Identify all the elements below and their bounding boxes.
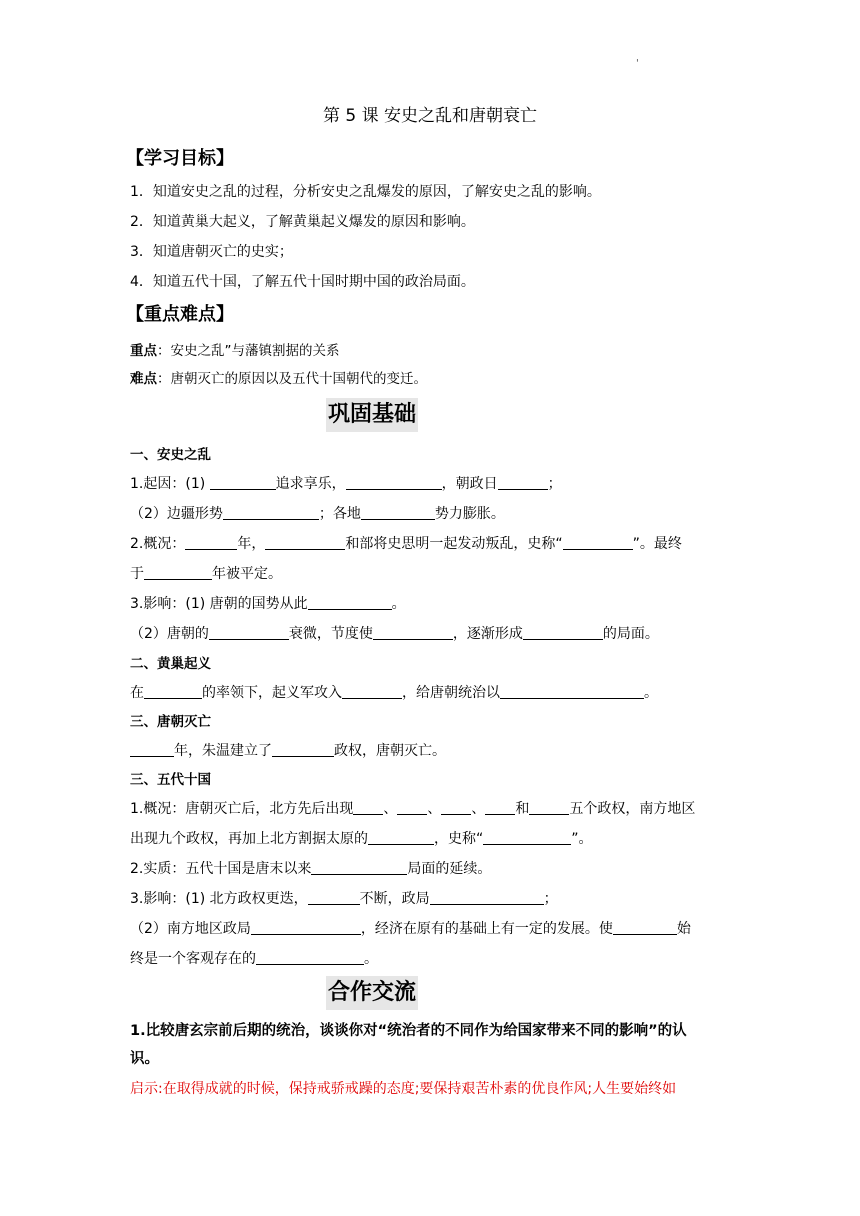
answer-blank[interactable] [223, 504, 319, 520]
fill-line: 3.影响：(1) 唐朝的国势从此 。 [130, 596, 406, 612]
objective-item: 1．知道安史之乱的过程，分析安史之乱爆发的原因，了解安史之乱的影响。 [130, 184, 601, 200]
objective-item: 4．知道五代十国，了解五代十国时期中国的政治局面。 [130, 274, 475, 290]
answer-blank[interactable] [251, 919, 361, 935]
answer-blank[interactable] [500, 683, 644, 699]
answer-blank[interactable] [485, 799, 515, 815]
hard-label: 难点 [130, 371, 157, 387]
fill-line: （2）边疆形势 ；各地 势力膨胀。 [130, 506, 505, 522]
answer-blank[interactable] [144, 683, 202, 699]
page-mark: ' [636, 58, 639, 69]
fill-line: 在 的率领下，起义军攻入 ，给唐朝统治以 。 [130, 685, 658, 701]
objectives-heading: 【学习目标】 [126, 148, 234, 169]
answer-blank[interactable] [256, 949, 364, 965]
hard-point-line [130, 368, 740, 390]
section-heading: 三、唐朝灭亡 [130, 714, 211, 730]
lesson-title: 第 5 课 安史之乱和唐朝衰亡 [322, 106, 538, 126]
fill-line: 出现九个政权，再加上北方割据太原的 ，史称“ ”。 [130, 831, 593, 847]
answer-blank[interactable] [185, 534, 237, 550]
answer-blank[interactable] [373, 624, 453, 640]
answer-blank[interactable] [613, 919, 677, 935]
fill-line: 终是一个客观存在的 。 [130, 951, 378, 967]
answer-blank[interactable] [272, 741, 334, 757]
answer-blank[interactable] [483, 829, 571, 845]
answer-hint: 启示:在取得成就的时候，保持戒骄戒躁的态度;要保持艰苦朴素的优良作风;人生要始终如 [130, 1081, 677, 1097]
fill-line: 1.概况：唐朝灭亡后，北方先后出现 、 、 、 和 五个政权，南方地区 [130, 801, 696, 817]
cooperation-banner: 合作交流 [326, 976, 418, 1010]
fill-line: 2.实质：五代十国是唐末以来 局面的延续。 [130, 861, 492, 877]
fill-line: 2.概况： 年， 和部将史思明一起发动叛乱，史称“ ”。最终 [130, 536, 682, 552]
fill-line: （2）南方地区政局 ，经济在原有的基础上有一定的发展。使 始 [130, 921, 691, 937]
section-heading: 一、安史之乱 [130, 447, 211, 463]
fill-line: （2）唐朝的 衰微，节度使 ，逐渐形成 的局面。 [130, 626, 659, 642]
key-text: ：安史之乱”与藩镇割据的关系 [157, 343, 340, 359]
section-heading: 三、五代十国 [130, 772, 211, 788]
question-line: 识。 [130, 1051, 159, 1067]
answer-blank[interactable] [209, 624, 289, 640]
objective-item: 2．知道黄巢大起义，了解黄巢起义爆发的原因和影响。 [130, 214, 475, 230]
fill-line: 于 年被平定。 [130, 566, 282, 582]
answer-blank[interactable] [498, 474, 548, 490]
basics-banner: 巩固基础 [326, 398, 418, 432]
fill-line: 1.起因：(1) 追求享乐， ，朝政日 ； [130, 476, 562, 492]
hard-text: ：唐朝灭亡的原因以及五代十国朝代的变迁。 [157, 371, 427, 387]
answer-blank[interactable] [130, 741, 174, 757]
answer-blank[interactable] [265, 534, 345, 550]
answer-blank[interactable] [361, 504, 435, 520]
answer-blank[interactable] [308, 594, 392, 610]
answer-blank[interactable] [529, 799, 569, 815]
fill-line: 年，朱温建立了 政权，唐朝灭亡。 [130, 740, 740, 762]
answer-blank[interactable] [311, 859, 407, 875]
answer-blank[interactable] [308, 889, 360, 905]
fill-line: 3.影响：(1) 北方政权更迭， 不断，政局 ； [130, 891, 558, 907]
answer-blank[interactable] [210, 474, 276, 490]
answer-blank[interactable] [441, 799, 471, 815]
answer-blank[interactable] [368, 829, 434, 845]
answer-blank[interactable] [144, 564, 212, 580]
key-point-line [130, 340, 740, 362]
question-line: 1.比较唐玄宗前后期的统治，谈谈你对“统治者的不同作为给国家带来不同的影响”的认 [130, 1023, 687, 1039]
answer-blank[interactable] [523, 624, 603, 640]
answer-blank[interactable] [353, 799, 383, 815]
answer-blank[interactable] [430, 889, 544, 905]
key-label: 重点 [130, 343, 157, 359]
answer-blank[interactable] [342, 683, 402, 699]
section-heading: 二、黄巢起义 [130, 656, 211, 672]
answer-blank[interactable] [346, 474, 442, 490]
answer-blank[interactable] [397, 799, 427, 815]
objective-item: 3．知道唐朝灭亡的史实； [130, 244, 293, 260]
key-points-heading: 【重点难点】 [126, 304, 234, 325]
answer-blank[interactable] [563, 534, 633, 550]
